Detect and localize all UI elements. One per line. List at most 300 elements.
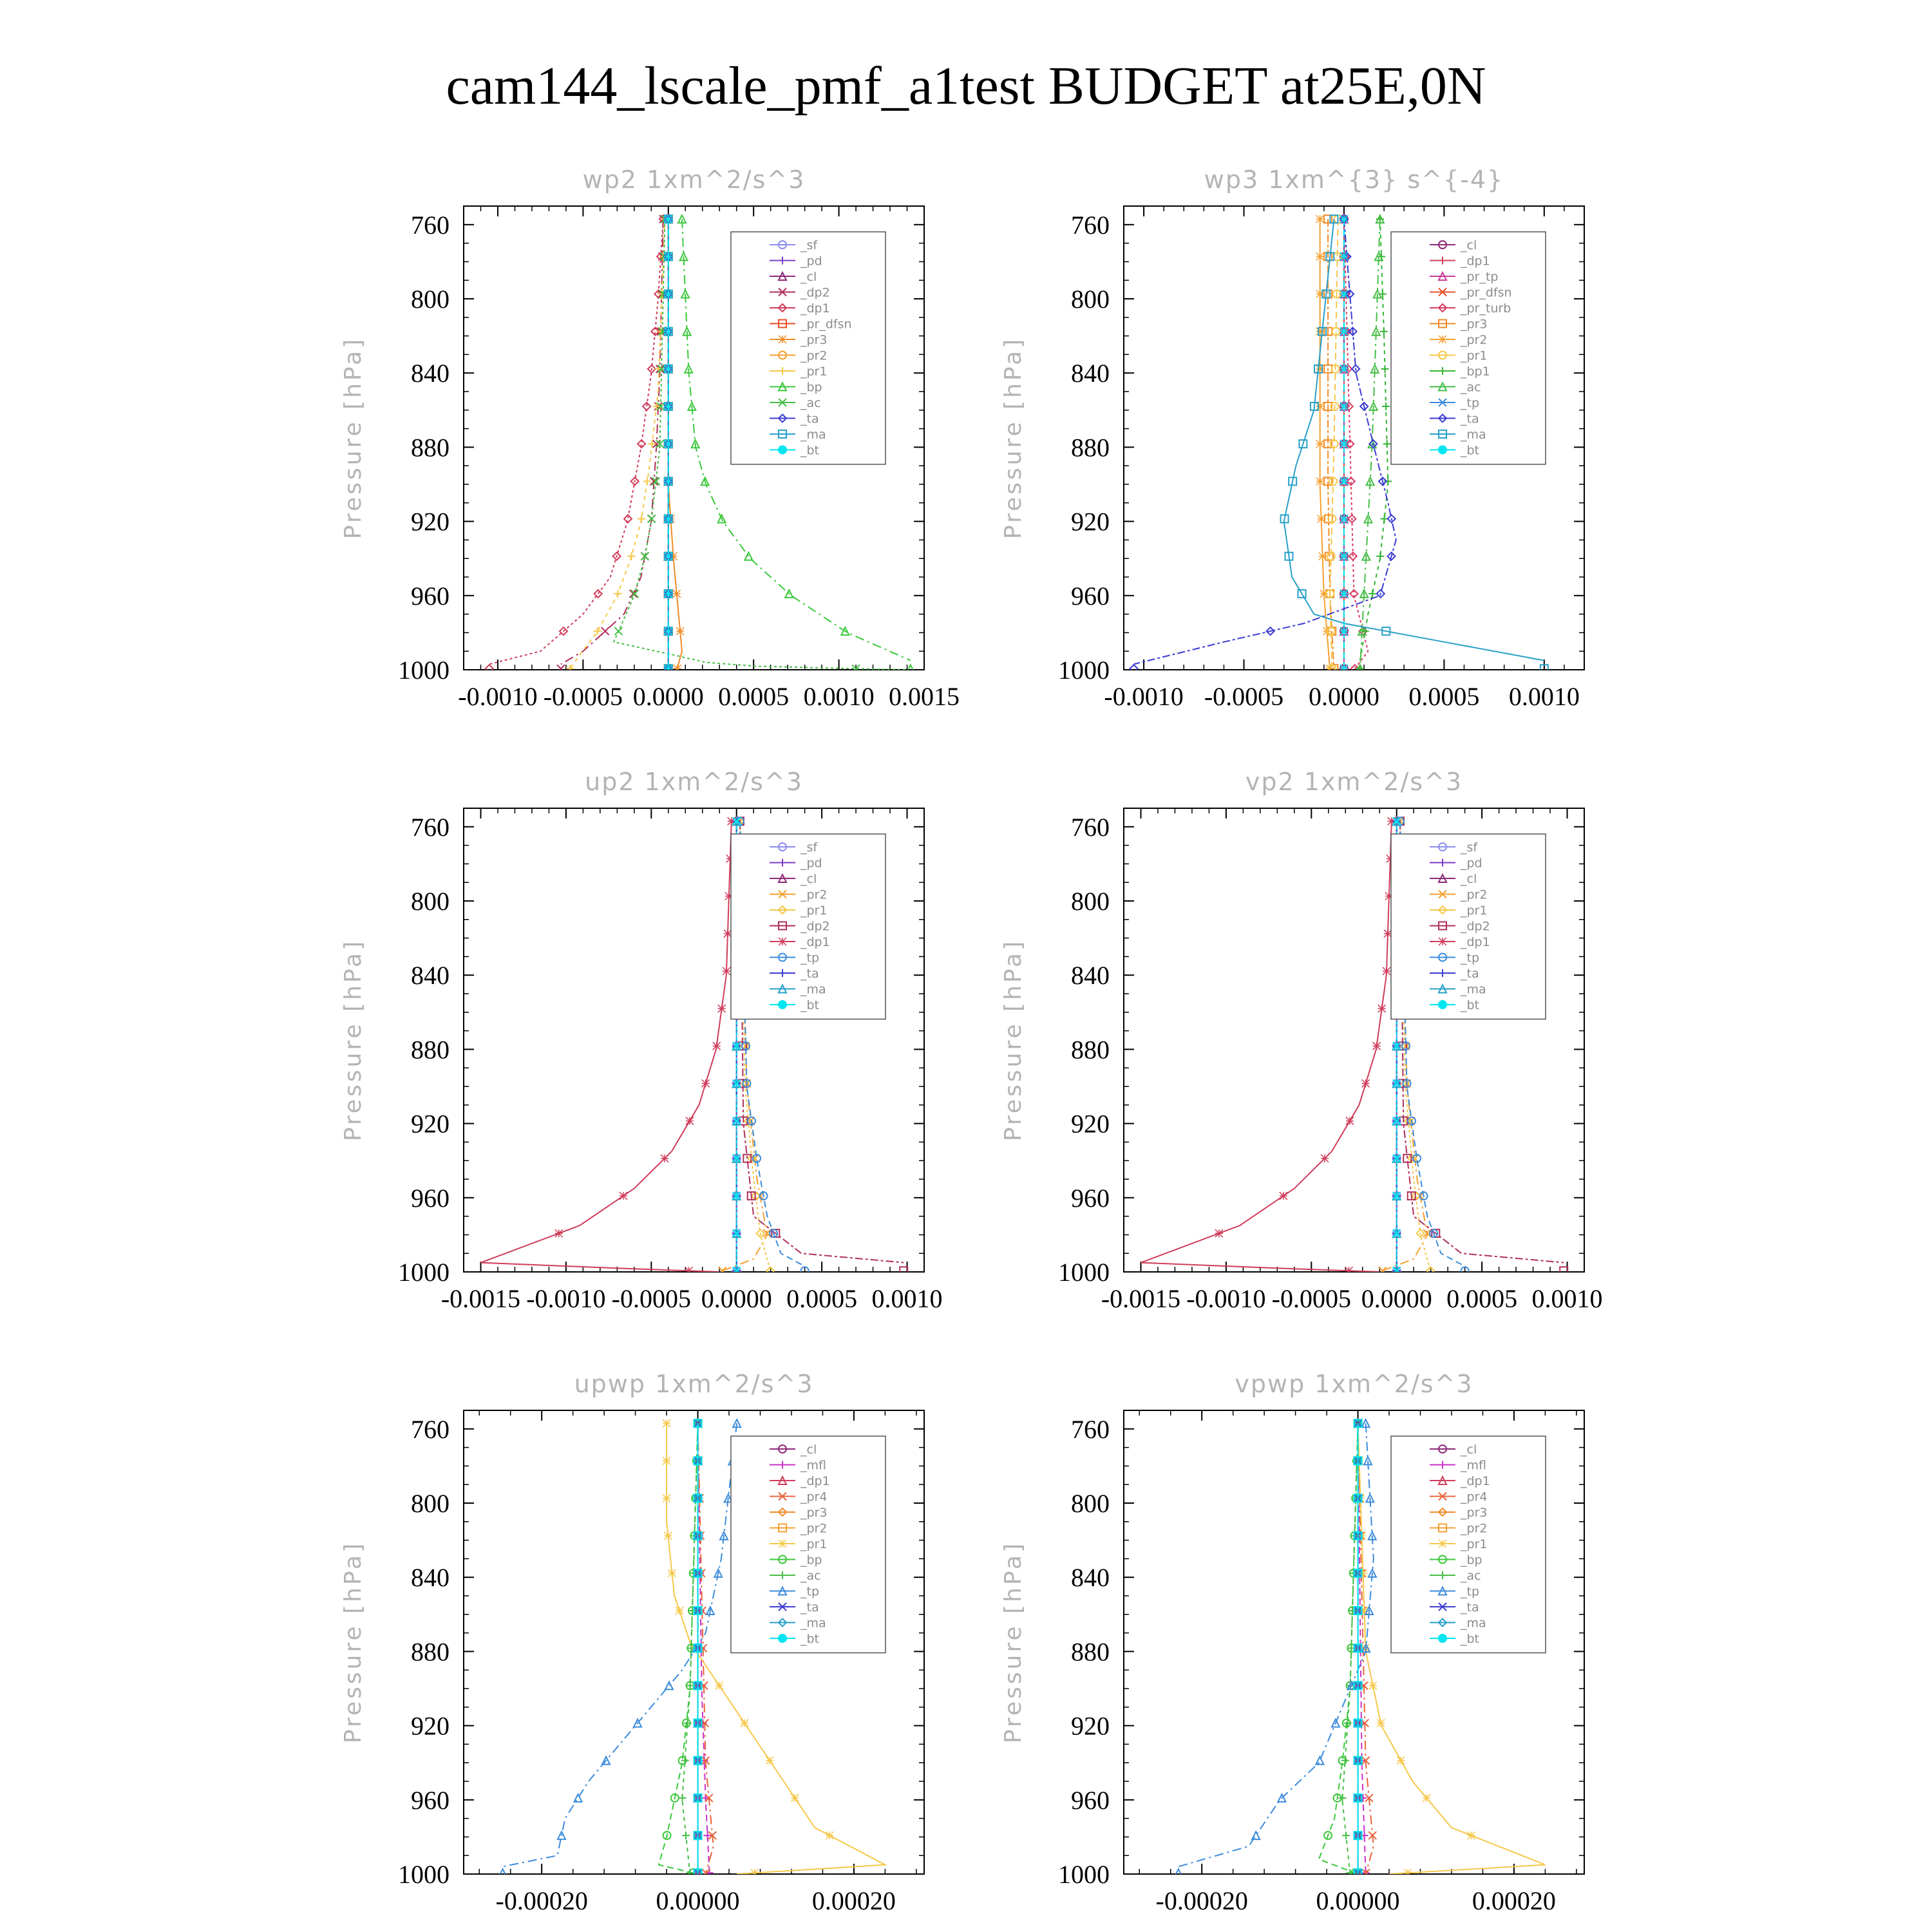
legend	[731, 1436, 886, 1653]
legend-label: _cl	[800, 1443, 817, 1457]
series-marker-dp1	[1362, 1079, 1370, 1087]
legend-label: _ta	[800, 967, 819, 981]
series-marker-pr1	[614, 590, 621, 598]
y-axis-label: Pressure [hPa]	[1000, 336, 1027, 540]
x-tick-label: -0.0015	[440, 1284, 521, 1313]
legend-label: _cl	[800, 270, 817, 284]
series-marker-pr2	[1319, 553, 1327, 560]
legend-marker	[779, 1540, 786, 1548]
legend-label: _ma	[1461, 1616, 1486, 1631]
series-marker-tp	[499, 1869, 507, 1877]
legend-label: _bt	[800, 443, 820, 458]
series-marker-pr1	[663, 1457, 670, 1464]
panel-title: upwp 1xm^2/s^3	[574, 1370, 814, 1398]
y-tick-label: 920	[1071, 1711, 1110, 1741]
x-tick-label: -0.0005	[543, 682, 623, 711]
series-marker-tp	[1316, 1757, 1323, 1765]
y-tick-label: 880	[1071, 1637, 1110, 1667]
legend	[1391, 232, 1546, 464]
legend-marker	[779, 938, 786, 945]
x-tick-label: 0.0015	[889, 682, 960, 711]
y-axis-label: Pressure [hPa]	[1000, 1540, 1027, 1744]
y-tick-label: 960	[411, 1785, 450, 1815]
legend-label: _pr2	[800, 348, 828, 363]
legend-label: _pr2	[800, 1521, 828, 1536]
x-tick-label: 0.0005	[1446, 1284, 1518, 1313]
series-marker-dp1	[1378, 1005, 1386, 1012]
legend-label: _dp1	[800, 1474, 830, 1488]
series-marker-dp1	[1373, 1042, 1381, 1050]
legend-label: _cl	[1461, 1443, 1477, 1457]
y-tick-label: 960	[1071, 1183, 1110, 1213]
series-marker-bt	[1340, 665, 1348, 672]
series-marker-pr2	[1318, 515, 1325, 523]
legend-marker	[778, 446, 787, 455]
series-marker-ta	[1130, 665, 1138, 672]
series-marker-bt	[665, 590, 672, 598]
y-tick-label: 840	[1071, 1563, 1110, 1593]
legend-label: _ma	[800, 982, 826, 997]
series-line-ta	[1134, 219, 1396, 664]
legend-label: _pr2	[1461, 333, 1488, 347]
series-marker-pr2	[1316, 440, 1324, 448]
legend-marker	[1438, 1634, 1447, 1643]
legend-label: _dp2	[800, 285, 830, 300]
y-tick-label: 1000	[398, 656, 450, 685]
legend-label: _pr3	[800, 1506, 828, 1520]
series-marker-dp1	[1280, 1192, 1287, 1200]
series-marker-ac	[684, 1719, 692, 1727]
series-marker-dp2	[601, 627, 609, 635]
panel-title: wp3 1xm^{3} s^{-4}	[1204, 166, 1504, 194]
series-marker-pr1	[638, 515, 645, 523]
y-tick-label: 760	[411, 1414, 450, 1444]
series-marker-ac	[679, 1794, 687, 1802]
y-tick-label: 760	[1071, 1414, 1110, 1444]
series-marker-pr2	[1316, 252, 1324, 260]
y-tick-label: 880	[1071, 433, 1110, 462]
legend-label: _sf	[1461, 840, 1478, 855]
legend	[731, 232, 886, 464]
series-marker-pr3	[673, 665, 681, 672]
series-marker-bt	[1340, 590, 1348, 598]
series-marker-bp1	[1383, 440, 1391, 448]
series-marker-tp	[1175, 1869, 1182, 1877]
series-marker-bt	[665, 290, 672, 298]
x-tick-label: 0.00020	[811, 1886, 896, 1915]
legend-label: _pr1	[1461, 904, 1488, 918]
y-tick-label: 1000	[1058, 1860, 1110, 1889]
series-marker-bt	[665, 328, 672, 336]
series-marker-bt	[1340, 402, 1348, 410]
series-marker-pr1	[766, 1757, 773, 1765]
x-tick-label: 0.0010	[803, 682, 875, 711]
legend-label: _dp1	[1461, 1474, 1490, 1488]
y-axis-label: Pressure [hPa]	[340, 336, 366, 540]
legend-label: _ta	[800, 412, 819, 426]
y-tick-label: 840	[411, 1563, 450, 1593]
y-tick-label: 1000	[398, 1860, 450, 1889]
y-tick-label: 800	[1071, 285, 1110, 314]
legend-label: _dp2	[800, 919, 830, 934]
series-marker-pr1	[663, 1419, 670, 1427]
legend-label: _ta	[800, 1600, 819, 1615]
series-marker-dp1	[486, 665, 493, 672]
y-tick-label: 840	[411, 359, 450, 388]
series-marker-pr1	[649, 440, 656, 448]
legend-label: _tp	[1461, 396, 1480, 410]
series-marker-bp1	[1384, 477, 1392, 485]
x-tick-label: 0.0000	[632, 682, 704, 711]
legend-label: _ac	[800, 396, 821, 410]
y-tick-label: 920	[411, 507, 450, 536]
legend-label: _pr2	[1461, 1521, 1488, 1536]
series-marker-pr1	[668, 1569, 676, 1577]
legend	[1391, 1436, 1546, 1653]
series-marker-bp1	[1381, 365, 1389, 373]
legend-label: _pr1	[800, 365, 828, 379]
legend-marker	[779, 336, 786, 343]
series-marker-pr1	[1377, 1719, 1385, 1727]
legend-label: _pr1	[800, 904, 828, 918]
series-marker-pr1	[594, 627, 601, 635]
series-marker-pr1	[566, 665, 574, 672]
series-marker-pr1	[826, 1832, 833, 1839]
legend-label: _cl	[800, 872, 817, 886]
series-marker-pr1	[791, 1794, 799, 1802]
series-marker-pr1	[741, 1719, 748, 1727]
legend-label: _sf	[800, 238, 818, 252]
series-marker-dp2	[900, 1267, 907, 1274]
series-marker-dp1	[723, 967, 730, 975]
series-marker-bt	[665, 553, 672, 560]
series-marker-bp1	[1376, 553, 1384, 560]
legend-label: _bp	[800, 1553, 822, 1567]
legend-label: _bt	[1461, 1632, 1480, 1646]
legend-label: _pr3	[800, 333, 828, 347]
legend-label: _pr_dfsn	[800, 317, 852, 332]
series-marker-bt	[665, 665, 672, 672]
y-tick-label: 800	[411, 285, 450, 314]
chart-panel-1	[340, 166, 960, 711]
x-tick-label: 0.0005	[786, 1284, 858, 1313]
y-tick-label: 960	[411, 581, 450, 611]
x-tick-label: 0.0000	[1361, 1284, 1432, 1313]
series-marker-bt	[1340, 627, 1348, 635]
legend-label: _pr_tp	[1461, 270, 1499, 284]
y-tick-label: 760	[1071, 812, 1110, 842]
panel-title: wp2 1xm^2/s^3	[582, 166, 806, 194]
series-marker-pr1	[663, 1495, 670, 1502]
x-tick-label: 0.0010	[1508, 682, 1580, 711]
x-tick-label: 0.00020	[1472, 1886, 1556, 1915]
series-marker-bp1	[1368, 590, 1376, 598]
x-tick-label: -0.0010	[1104, 682, 1184, 711]
series-marker-dp1	[1215, 1229, 1223, 1237]
y-tick-label: 920	[411, 1109, 450, 1139]
series-marker-bt	[1340, 215, 1348, 223]
legend-label: _ac	[1461, 380, 1481, 395]
legend-label: _pr1	[1461, 1537, 1488, 1551]
series-line-dp1	[480, 821, 731, 1272]
legend-label: _dp1	[1461, 254, 1490, 269]
legend-label: _pr4	[800, 1490, 828, 1504]
series-marker-bt	[665, 215, 672, 223]
series-line-pr1	[1330, 219, 1338, 670]
series-marker-dp1	[1321, 1155, 1329, 1162]
y-tick-label: 760	[411, 210, 450, 240]
legend-marker	[1438, 446, 1447, 455]
y-tick-label: 960	[1071, 581, 1110, 611]
series-marker-tp	[1252, 1832, 1260, 1839]
series-marker-pr1	[1369, 1681, 1377, 1689]
legend-marker	[1438, 1000, 1447, 1009]
series-marker-dp1	[713, 1042, 721, 1050]
series-marker-bt	[665, 365, 672, 373]
panel-title: vp2 1xm^2/s^3	[1245, 768, 1463, 796]
panel-title: up2 1xm^2/s^3	[585, 768, 803, 796]
legend-label: _tp	[800, 951, 820, 965]
legend-label: _pr_dfsn	[1461, 285, 1512, 300]
legend-label: _bp1	[1461, 365, 1490, 379]
y-axis-label: Pressure [hPa]	[340, 1540, 366, 1744]
legend-label: _dp1	[800, 935, 830, 949]
legend-label: _sf	[800, 840, 818, 855]
series-marker-pr1	[1397, 1757, 1405, 1765]
series-line-pr3	[1328, 219, 1334, 670]
legend-label: _tp	[800, 1584, 820, 1599]
y-tick-label: 920	[1071, 1109, 1110, 1139]
chart-panel-5	[340, 1370, 924, 1915]
y-tick-label: 760	[1071, 210, 1110, 240]
series-marker-bp1	[1382, 402, 1390, 410]
series-marker-pr2	[1316, 215, 1324, 223]
y-tick-label: 1000	[398, 1258, 450, 1287]
y-tick-label: 880	[1071, 1035, 1110, 1065]
series-marker-bp	[744, 553, 752, 560]
x-tick-label: 0.0000	[1308, 682, 1379, 711]
legend-label: _ma	[1461, 428, 1486, 442]
series-marker-bt	[1340, 252, 1348, 260]
series-marker-dp1	[686, 1117, 694, 1125]
x-tick-label: -0.0005	[1204, 682, 1284, 711]
series-line-dp2	[561, 219, 663, 664]
series-marker-pr1	[627, 553, 635, 560]
legend-label: _pr_turb	[1461, 301, 1511, 316]
x-tick-label: 0.0010	[1531, 1284, 1603, 1313]
legend-label: _pr2	[1461, 887, 1488, 902]
legend-label: _mfl	[1461, 1458, 1486, 1473]
series-marker-dp2	[1560, 1267, 1567, 1274]
series-marker-bt	[665, 440, 672, 448]
legend-label: _pr2	[800, 887, 828, 902]
legend-label: _bt	[800, 998, 820, 1012]
y-tick-label: 960	[411, 1183, 450, 1213]
y-tick-label: 800	[1071, 1489, 1110, 1518]
series-marker-pr1	[643, 477, 651, 485]
legend	[731, 834, 886, 1019]
legend-label: _ma	[800, 428, 826, 442]
series-marker-dp2	[557, 665, 565, 672]
legend-label: _dp2	[1461, 919, 1490, 934]
legend-label: _bp	[800, 380, 822, 395]
x-tick-label: -0.00020	[1155, 1886, 1248, 1915]
y-tick-label: 1000	[1058, 656, 1110, 685]
x-tick-label: 0.00000	[656, 1886, 740, 1915]
legend-label: _pd	[1461, 856, 1482, 871]
series-marker-pr1	[715, 1681, 723, 1689]
series-marker-bt	[665, 252, 672, 260]
x-tick-label: 0.00000	[1316, 1886, 1400, 1915]
series-marker-ac	[682, 1832, 690, 1839]
series-marker-dp1	[718, 1005, 726, 1012]
legend-label: _bt	[1461, 998, 1480, 1012]
series-marker-dp1	[724, 930, 732, 938]
series-marker-pr1	[676, 1607, 683, 1615]
legend-label: _pr3	[1461, 1506, 1488, 1520]
series-marker-bt	[665, 627, 672, 635]
series-marker-bt	[1340, 553, 1348, 560]
x-tick-label: -0.0015	[1101, 1284, 1181, 1313]
figure-title: cam144_lscale_pmf_a1test BUDGET at25E,0N	[446, 56, 1486, 116]
x-tick-label: -0.0005	[1271, 1284, 1351, 1313]
series-marker-pr3	[676, 627, 684, 635]
chart-panel-4	[1000, 768, 1603, 1313]
x-tick-label: -0.0005	[611, 1284, 691, 1313]
series-marker-bp	[907, 665, 914, 672]
legend-label: _pr4	[1461, 1490, 1488, 1504]
y-tick-label: 840	[411, 961, 450, 990]
legend-label: _ta	[1461, 1600, 1479, 1615]
series-marker-pr1	[652, 402, 660, 410]
legend-label: _bt	[1461, 443, 1480, 458]
y-tick-label: 800	[411, 887, 450, 916]
legend-label: _pr1	[1461, 348, 1488, 363]
series-marker-bt	[1340, 477, 1348, 485]
series-marker-pr2	[1316, 477, 1324, 485]
series-line-tp	[1179, 1423, 1374, 1866]
series-marker-ac	[1344, 1719, 1352, 1727]
legend-label: _pd	[800, 856, 822, 871]
x-tick-label: -0.0010	[458, 682, 538, 711]
legend-label: _cl	[1461, 872, 1477, 886]
legend-marker	[778, 1634, 787, 1643]
series-marker-bt	[1340, 290, 1348, 298]
series-marker-tp	[665, 1681, 673, 1689]
x-tick-label: 0.0005	[1408, 682, 1480, 711]
series-marker-bp1	[1380, 328, 1388, 336]
x-tick-label: -0.00020	[495, 1886, 588, 1915]
series-marker-ac	[686, 1869, 694, 1877]
series-marker-ac	[1342, 1832, 1350, 1839]
series-marker-dp1	[620, 1192, 627, 1200]
legend-marker	[1439, 938, 1446, 945]
x-tick-label: 0.0000	[701, 1284, 772, 1313]
y-tick-label: 880	[411, 433, 450, 462]
y-tick-label: 880	[411, 1637, 450, 1667]
series-marker-dp1	[661, 1155, 668, 1162]
series-marker-dp1	[1383, 967, 1390, 975]
series-marker-bt	[665, 515, 672, 523]
legend-label: _dp1	[1461, 935, 1490, 949]
series-marker-tp	[574, 1794, 582, 1802]
series-marker-dp1	[1345, 1267, 1353, 1274]
series-marker-pr3	[673, 590, 681, 598]
y-tick-label: 960	[1071, 1785, 1110, 1815]
series-marker-bt	[1340, 515, 1348, 523]
series-marker-pr1	[751, 1869, 759, 1877]
series-marker-dp1	[1346, 1117, 1354, 1125]
legend-label: _cl	[1461, 238, 1477, 252]
legend-label: _bt	[800, 1632, 820, 1646]
legend-label: _ta	[1461, 967, 1479, 981]
legend-label: _pr1	[800, 1537, 828, 1551]
y-tick-label: 760	[411, 812, 450, 842]
legend-label: _ma	[1461, 982, 1486, 997]
chart-panel-3	[340, 768, 943, 1313]
legend	[1391, 834, 1546, 1019]
legend-label: _mfl	[800, 1458, 826, 1473]
series-marker-dp2	[629, 590, 637, 598]
y-tick-label: 800	[411, 1489, 450, 1518]
series-marker-dp1	[555, 1229, 563, 1237]
legend-label: _ac	[1461, 1569, 1481, 1583]
y-tick-label: 920	[411, 1711, 450, 1741]
chart-panel-2	[1000, 166, 1584, 711]
chart-panel-6	[1000, 1370, 1584, 1915]
y-tick-label: 880	[411, 1035, 450, 1065]
series-marker-bt	[665, 402, 672, 410]
series-marker-pr1	[1468, 1832, 1475, 1839]
series-marker-bt	[665, 477, 672, 485]
series-line-dp1	[1141, 821, 1391, 1272]
x-tick-label: 0.0010	[871, 1284, 943, 1313]
series-marker-ac	[614, 627, 622, 635]
legend-marker	[1439, 1540, 1446, 1548]
series-marker-pr1	[1404, 1869, 1412, 1877]
series-marker-bt	[1340, 365, 1348, 373]
y-tick-label: 920	[1071, 507, 1110, 536]
series-marker-pr1	[664, 1532, 672, 1540]
series-marker-pr2	[1316, 402, 1324, 410]
legend-label: _ma	[800, 1616, 826, 1631]
legend-label: _ac	[800, 1569, 821, 1583]
legend-label: _dp1	[800, 301, 830, 316]
legend-label: _tp	[1461, 951, 1480, 965]
series-marker-dp1	[702, 1079, 710, 1087]
y-axis-label: Pressure [hPa]	[340, 938, 366, 1142]
series-marker-pr1	[1423, 1794, 1430, 1802]
x-tick-label: -0.0010	[526, 1284, 606, 1313]
x-tick-label: 0.0005	[718, 682, 790, 711]
y-tick-label: 1000	[1058, 1258, 1110, 1287]
series-marker-dp1	[685, 1267, 693, 1274]
x-tick-label: -0.0010	[1186, 1284, 1266, 1313]
panel-title: vpwp 1xm^2/s^3	[1235, 1370, 1473, 1398]
legend-label: _bp	[1461, 1553, 1482, 1567]
y-tick-label: 840	[1071, 359, 1110, 388]
legend-label: _ta	[1461, 412, 1479, 426]
series-marker-bt	[1340, 440, 1348, 448]
legend-marker	[778, 1000, 787, 1009]
y-tick-label: 840	[1071, 961, 1110, 990]
y-axis-label: Pressure [hPa]	[1000, 938, 1027, 1142]
legend-label: _pr3	[1461, 317, 1488, 332]
y-tick-label: 800	[1071, 887, 1110, 916]
legend-label: _pd	[800, 254, 822, 269]
series-marker-dp1	[1384, 930, 1392, 938]
legend-label: _tp	[1461, 1584, 1480, 1599]
